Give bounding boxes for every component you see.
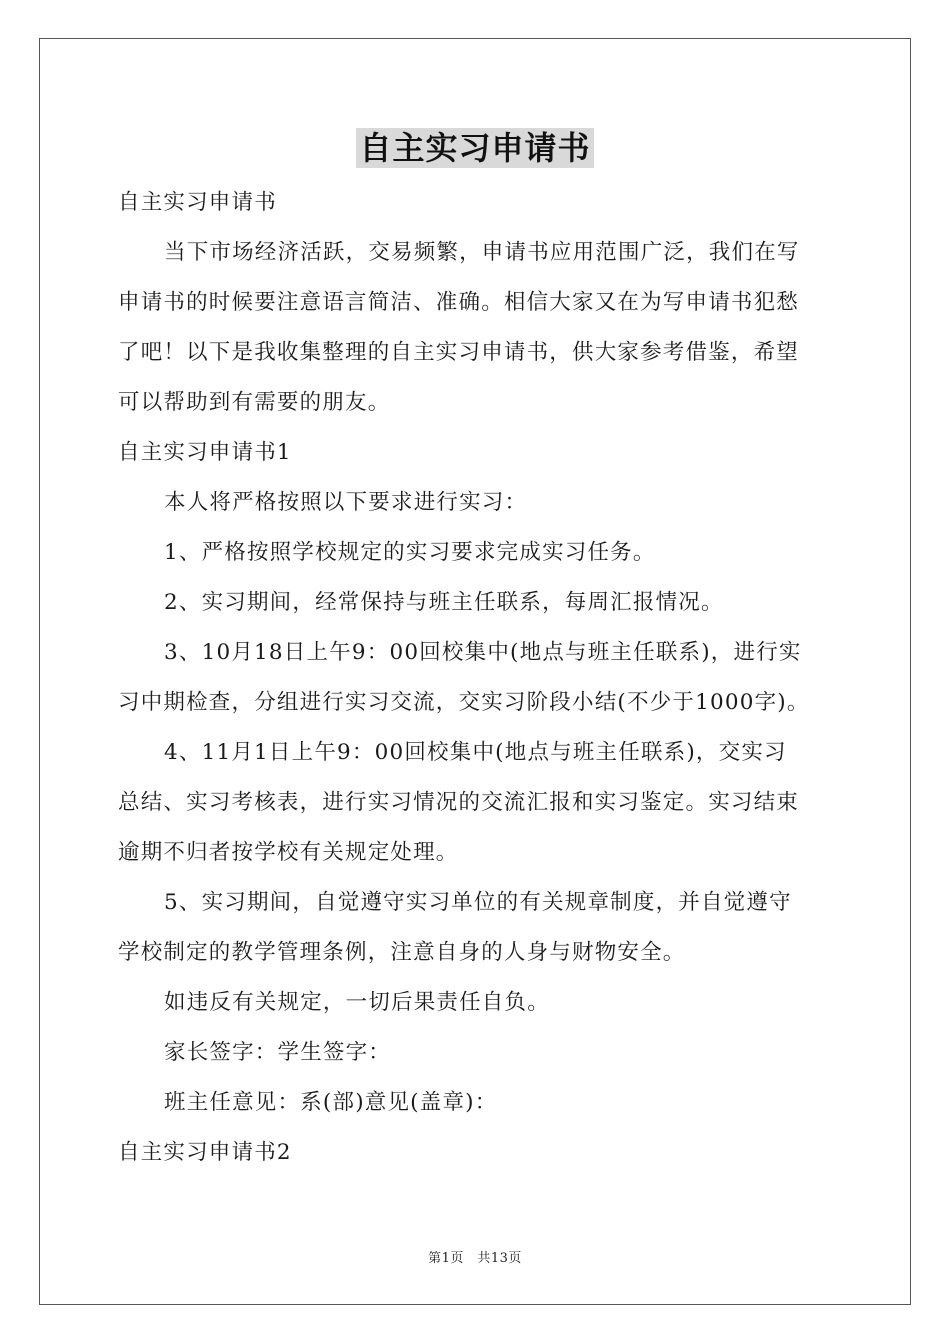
body-line: 班主任意见：系(部)意见(盖章)： xyxy=(164,1090,498,1115)
body-line: 申请书的时候要注意语言简洁、准确。相信大家又在为写申请书犯愁 xyxy=(118,290,800,315)
body-line: 自主实习申请书1 xyxy=(118,440,292,465)
body-line: 可以帮助到有需要的朋友。 xyxy=(118,390,391,415)
page-number: 第1页 共13页 xyxy=(428,1251,522,1266)
body-line: 1、严格按照学校规定的实习要求完成实习任务。 xyxy=(164,540,656,565)
body-line: 3、10月18日上午9：00回校集中(地点与班主任联系)，进行实 xyxy=(164,640,802,665)
body-line: 5、实习期间，自觉遵守实习单位的有关规章制度，并自觉遵守 xyxy=(164,890,792,915)
body-line: 当下市场经济活跃，交易频繁，申请书应用范围广泛，我们在写 xyxy=(164,240,800,265)
body-line: 了吧！以下是我收集整理的自主实习申请书，供大家参考借鉴，希望 xyxy=(118,340,800,365)
body-line: 2、实习期间，经常保持与班主任联系，每周汇报情况。 xyxy=(164,590,724,615)
body-line: 习中期检查，分组进行实习交流，交实习阶段小结(不少于1000字)。 xyxy=(118,690,810,715)
body-line: 总结、实习考核表，进行实习情况的交流汇报和实习鉴定。实习结束 xyxy=(118,790,800,815)
document-body xyxy=(118,178,836,1178)
body-line: 家长签字：学生签字： xyxy=(164,1040,392,1065)
body-line: 本人将严格按照以下要求进行实习： xyxy=(164,490,528,515)
body-line: 如违反有关规定，一切后果责任自负。 xyxy=(164,990,550,1015)
title-container xyxy=(0,128,950,168)
body-line: 自主实习申请书2 xyxy=(118,1140,292,1165)
body-line: 自主实习申请书 xyxy=(118,190,277,215)
page-footer xyxy=(0,1247,950,1266)
body-line: 学校制定的教学管理条例，注意自身的人身与财物安全。 xyxy=(118,940,686,965)
body-line: 4、11月1日上午9：00回校集中(地点与班主任联系)，交实习 xyxy=(164,740,787,765)
body-line: 逾期不归者按学校有关规定处理。 xyxy=(118,840,459,865)
document-title: 自主实习申请书 xyxy=(356,128,593,168)
